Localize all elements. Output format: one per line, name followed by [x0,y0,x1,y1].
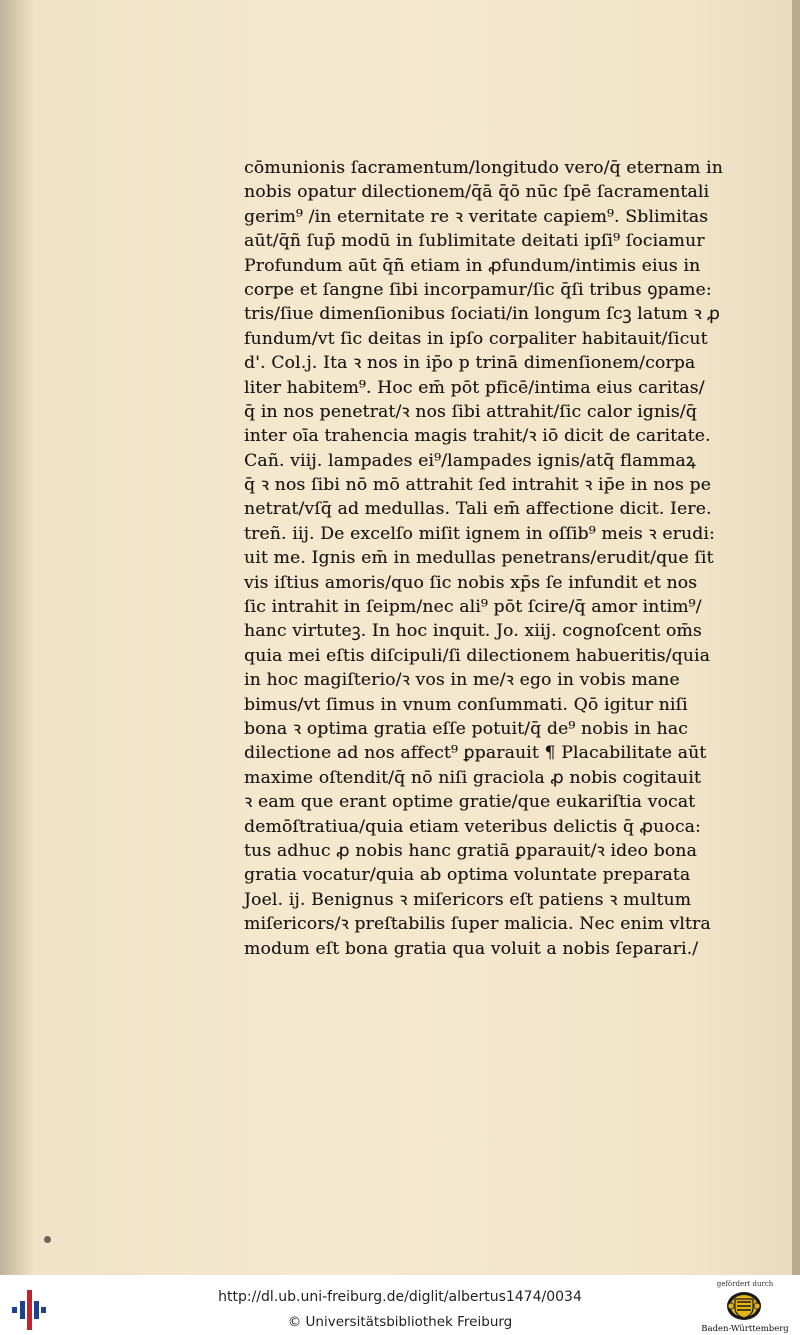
text-line: Profundum aūt q̄ñ etiam in ꝓfundum/intimis eius in [244,255,701,276]
text-line: uit me. Ignis em̄ in medullas penetrans/erudit/que ſit [244,548,714,569]
text-line: q̄ ꝛ nos ſibi nō mō attrahit ſed intrahit ꝛ ip̄e in nos pe [244,475,711,496]
sponsor-caption: gefördert durch [716,1280,774,1288]
text-line: ꝛ eam que erant optime gratie/que eukariſtia vocat [244,792,696,813]
baden-wuerttemberg-crest-icon [724,1290,764,1322]
text-line: gratia vocatur/quia ab optima voluntate preparata [244,865,691,886]
text-line: d'. Col.j. Ita ꝛ nos in ip̄o p trinā dimenſionem/corpa [244,353,696,374]
text-line: corpe et ſangne ſibi incorpamur/ſic q̄ſi tribus ꝯpame: [244,279,712,300]
text-line: vis iſtius amoris/quo ſic nobis xp̄s ſe infundit et nos [244,572,698,593]
text-line: tus adhuc ꝓ nobis hanc gratiā ꝑparauit/ꝛ ideo bona [244,840,697,861]
page-edge [792,0,800,1275]
text-line: fundum/vt ſic deitas in ipſo corpaliter habitauit/ſicut [244,328,708,349]
binding-hole [44,1236,51,1243]
text-line: q̄ in nos penetrat/ꝛ nos ſibi attrahit/ſic calor ignis/q̄ [244,401,697,422]
text-line: bona ꝛ optima gratia eſſe potuit/q̄ de⁹ nobis in hac [244,718,688,739]
text-line: demōſtratiua/quia etiam veteribus delictis q̄ ꝓuoca: [244,816,701,837]
text-line: in hoc magiſterio/ꝛ vos in me/ꝛ ego in vobis mane [244,670,680,691]
text-line: tris/ſiue dimenſionibus ſociati/in longum ſcꝫ latum ꝛ ꝓ [244,304,720,325]
text-line: cōmunionis ſacramentum/longitudo vero/q̄ eternam in [244,158,723,178]
text-line: Joel. ij. Benignus ꝛ miſericors eſt patiens ꝛ multum [244,889,692,910]
sponsor-block [692,1280,798,1334]
text-line: nobis opatur dilectionem/q̄ā q̄ō nūc ſpē ſacramentali [244,182,710,203]
text-line: quia mei eſtis diſcipuli/ſi dilectionem habueritis/quia [244,645,710,666]
text-line: modum eſt bona gratia qua voluit a nobis ſeparari./ [244,938,699,959]
text-line: aūt/q̄ñ ſup̄ modū in ſublimitate deitati ipſi⁹ ſociamur [244,231,705,252]
text-line: miſericors/ꝛ preſtabilis ſuper malicia. Nec enim vltra [244,914,711,935]
page-gutter-shadow [0,0,34,1275]
text-line: ſic intrahit in ſeipm/nec ali⁹ pōt ſcire/q̄ amor intim⁹/ [244,597,702,618]
text-line: maxime oſtendit/q̄ nō niſi graciola ꝓ nobis cogitauit [244,767,701,788]
text-line: Cañ. viij. lampades ei⁹/lampades ignis/atq̄ flammaꝝ [244,450,696,471]
text-line: dilectione ad nos affect⁹ ꝑparauit ¶ Placabilitate aūt [244,743,707,764]
text-line: hanc virtuteꝫ. In hoc inquit. Jo. xiij. cognoſcent om̄s [244,621,702,642]
text-block [244,156,744,961]
text-line: liter habitem⁹. Hoc em̄ pōt pficē/intima eius caritas/ [244,377,705,398]
text-line: netrat/vſq̄ ad medullas. Tali em̄ affectione dicit. Iere. [244,499,712,520]
text-line: inter oīa trahencia magis trahit/ꝛ iō dicit de caritate. [244,426,711,447]
copyright-notice: © Universitätsbibliothek Freiburg [287,1314,513,1330]
sponsor-name: Baden-Württemberg [701,1324,789,1334]
text-line: treñ. iij. De excelſo miſit ignem in oſſib⁹ meis ꝛ erudi: [244,523,715,544]
page-url[interactable]: http://dl.ub.uni-freiburg.de/diglit/albertus1474/0034 [218,1289,582,1305]
text-line: bimus/vt ſimus in vnum conſummati. Qō igitur niſi [244,694,688,715]
text-line: gerim⁹ /in eternitate re ꝛ veritate capiem⁹. Sblimitas [244,206,709,227]
